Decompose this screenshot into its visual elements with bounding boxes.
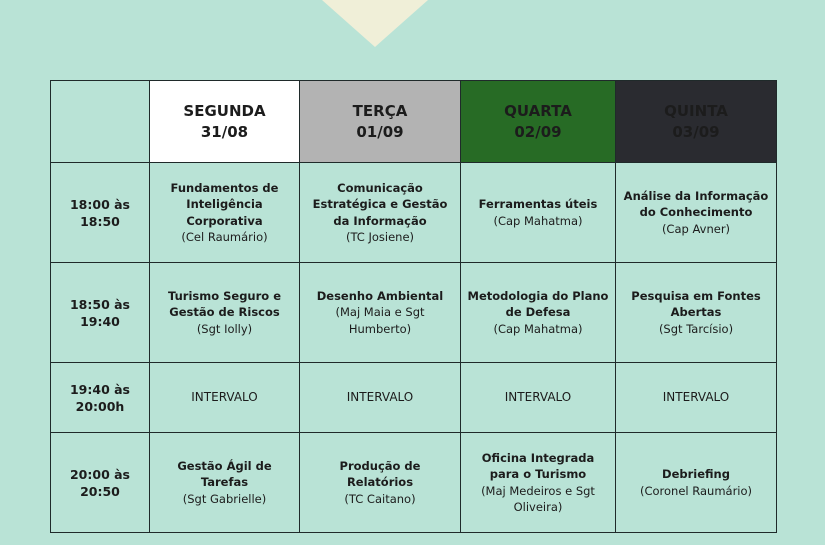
session-cell xyxy=(300,263,461,363)
session-title: Fundamentos de Inteligência Corporativa xyxy=(170,180,279,228)
session-instructor: (Sgt Iolly) xyxy=(196,321,253,336)
session-title: Gestão Ágil de Tarefas xyxy=(177,458,272,490)
time-end: 18:50 xyxy=(80,213,120,229)
session-instructor: (TC Josiene) xyxy=(345,230,415,244)
session-cell xyxy=(300,433,461,533)
schedule-table xyxy=(50,80,777,533)
session-instructor: (Maj Medeiros e Sgt Oliveira) xyxy=(481,483,595,514)
interval-cell xyxy=(150,363,300,433)
session-title: Debriefing xyxy=(662,467,730,481)
session-title: Pesquisa em Fontes Abertas xyxy=(631,288,761,320)
day-date: 03/09 xyxy=(672,122,720,141)
session-instructor: (Sgt Gabrielle) xyxy=(182,491,267,506)
session-title: Produção de Relatórios xyxy=(339,458,421,490)
session-instructor: (Cap Avner) xyxy=(661,221,731,236)
time-end: 20:00h xyxy=(75,398,125,414)
day-date: 01/09 xyxy=(356,122,404,141)
session-cell xyxy=(150,163,300,263)
session-cell xyxy=(616,263,777,363)
day-header-quinta xyxy=(616,81,777,163)
session-title: Turismo Seguro e Gestão de Riscos xyxy=(168,288,281,320)
day-header-terca xyxy=(300,81,461,163)
session-instructor: (Maj Maia e Sgt Humberto) xyxy=(335,305,425,336)
session-cell xyxy=(616,163,777,263)
time-slot xyxy=(51,163,150,263)
session-cell xyxy=(616,433,777,533)
interval-label: INTERVALO xyxy=(191,390,258,405)
time-slot xyxy=(51,263,150,363)
time-end: 19:40 xyxy=(80,313,120,329)
session-title: Análise da Informação do Conhecimento xyxy=(623,188,769,220)
session-instructor: (Sgt Tarcísio) xyxy=(658,321,734,336)
time-start: 18:00 às xyxy=(69,196,131,212)
interval-label: INTERVALO xyxy=(346,390,414,405)
day-date: 02/09 xyxy=(514,122,562,141)
day-name: SEGUNDA xyxy=(183,101,266,120)
interval-cell xyxy=(616,363,777,433)
session-title: Comunicação Estratégica e Gestão da Informação xyxy=(312,180,448,228)
table-row xyxy=(51,433,777,533)
session-cell xyxy=(150,433,300,533)
session-instructor: (Cap Mahatma) xyxy=(493,321,583,336)
day-name: QUINTA xyxy=(664,101,728,120)
session-instructor: (TC Caitano) xyxy=(344,491,416,506)
session-cell xyxy=(300,163,461,263)
header-row xyxy=(51,81,777,163)
session-cell xyxy=(461,263,616,363)
day-name: QUARTA xyxy=(504,101,572,120)
day-name: TERÇA xyxy=(352,101,408,120)
time-start: 20:00 às xyxy=(69,466,131,482)
session-title: Oficina Integrada para o Turismo xyxy=(481,450,595,481)
interval-cell xyxy=(300,363,461,433)
decorative-triangle xyxy=(322,0,428,47)
time-start: 18:50 às xyxy=(69,296,131,312)
day-header-quarta xyxy=(461,81,616,163)
session-cell xyxy=(461,433,616,533)
session-instructor: (Cap Mahatma) xyxy=(493,213,583,228)
session-title: Ferramentas úteis xyxy=(478,197,598,211)
table-row xyxy=(51,163,777,263)
interval-cell xyxy=(461,363,616,433)
table-row xyxy=(51,263,777,363)
session-title: Desenho Ambiental xyxy=(316,288,444,303)
session-instructor: (Coronel Raumário) xyxy=(639,483,753,498)
time-slot xyxy=(51,433,150,533)
interval-label: INTERVALO xyxy=(504,390,572,405)
session-instructor: (Cel Raumário) xyxy=(181,230,268,244)
table-row xyxy=(51,363,777,433)
interval-label: INTERVALO xyxy=(662,390,730,405)
day-header-segunda xyxy=(150,81,300,163)
time-slot xyxy=(51,363,150,433)
session-cell xyxy=(461,163,616,263)
day-date: 31/08 xyxy=(200,122,249,141)
time-end: 20:50 xyxy=(80,483,120,499)
session-cell xyxy=(150,263,300,363)
corner-cell xyxy=(51,81,150,163)
session-title: Metodologia do Plano de Defesa xyxy=(467,288,609,320)
time-start: 19:40 às xyxy=(69,381,131,397)
